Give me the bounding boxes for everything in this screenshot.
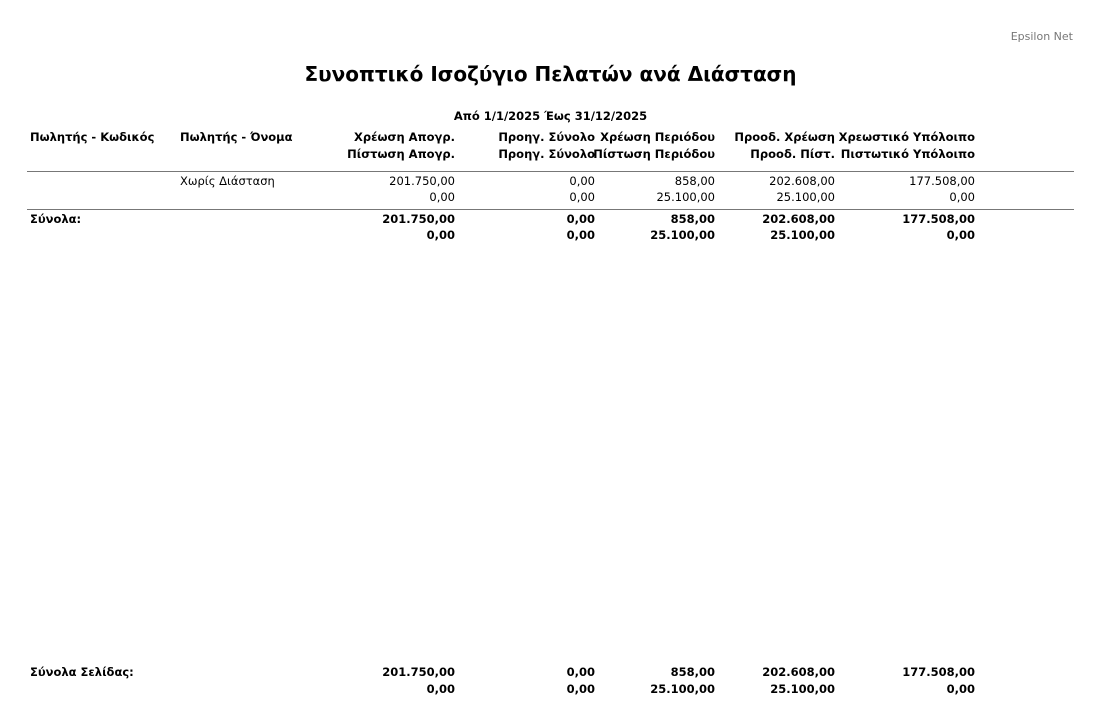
row-credit-2: 0,00: [569, 190, 595, 204]
page-totals-credit-4: 25.100,00: [770, 682, 835, 696]
report-period: Από 1/1/2025 Έως 31/12/2025: [453, 109, 648, 123]
page-totals-row: [0, 664, 1106, 681]
header-col1-top: Χρέωση Απογρ.: [354, 130, 455, 144]
row-credit-1: 0,00: [429, 190, 455, 204]
header-divider: [27, 171, 1074, 172]
row-credit-3: 25.100,00: [656, 190, 715, 204]
page-totals-label: Σύνολα Σελίδας:: [30, 665, 134, 679]
totals-label: Σύνολα:: [30, 212, 82, 226]
report-title: Συνοπτικό Ισοζύγιο Πελατών ανά Διάσταση: [304, 62, 797, 86]
page-totals-debit-1: 201.750,00: [382, 665, 455, 679]
row-name: Χωρίς Διάσταση: [180, 174, 275, 188]
table-row-credit: [0, 189, 1106, 206]
row-debit-1: 201.750,00: [389, 174, 455, 188]
totals-credit-3: 25.100,00: [650, 228, 715, 242]
header-col3-bottom: Πίστωση Περιόδου: [593, 147, 715, 161]
totals-credit-1: 0,00: [426, 228, 455, 242]
header-col5-bottom: Πιστωτικό Υπόλοιπο: [840, 147, 975, 161]
row-debit-3: 858,00: [674, 174, 715, 188]
row-debit-4: 202.608,00: [769, 174, 835, 188]
page-totals-debit-3: 858,00: [670, 665, 715, 679]
header-col1-bottom: Πίστωση Απογρ.: [347, 147, 455, 161]
header-col5-top: Χρεωστικό Υπόλοιπο: [838, 130, 975, 144]
totals-debit-3: 858,00: [670, 212, 715, 226]
totals-debit-5: 177.508,00: [902, 212, 975, 226]
totals-credit-5: 0,00: [946, 228, 975, 242]
page-totals-credit-3: 25.100,00: [650, 682, 715, 696]
page-totals-debit-4: 202.608,00: [762, 665, 835, 679]
header-row-top: [0, 129, 1106, 146]
header-row-bottom: [0, 146, 1106, 163]
totals-debit-1: 201.750,00: [382, 212, 455, 226]
totals-row: [0, 211, 1106, 228]
page-totals-credit-1: 0,00: [426, 682, 455, 696]
header-code: Πωλητής - Κωδικός: [30, 130, 155, 144]
page-totals-debit-2: 0,00: [566, 665, 595, 679]
page-totals-credit-2: 0,00: [566, 682, 595, 696]
header-col2-bottom: Προηγ. Σύνολο: [498, 147, 595, 161]
page-totals-debit-5: 177.508,00: [902, 665, 975, 679]
totals-credit-2: 0,00: [566, 228, 595, 242]
totals-debit-2: 0,00: [566, 212, 595, 226]
row-credit-4: 25.100,00: [776, 190, 835, 204]
totals-row-credit: [0, 227, 1106, 244]
header-name: Πωλητής - Όνομα: [180, 130, 293, 144]
row-debit-5: 177.508,00: [909, 174, 975, 188]
row-debit-2: 0,00: [569, 174, 595, 188]
totals-divider: [27, 209, 1074, 210]
totals-debit-4: 202.608,00: [762, 212, 835, 226]
header-col3-top: Χρέωση Περιόδου: [600, 130, 715, 144]
table-row: [0, 173, 1106, 190]
page-totals-credit-5: 0,00: [946, 682, 975, 696]
header-col2-top: Προηγ. Σύνολο: [498, 130, 595, 144]
row-credit-5: 0,00: [949, 190, 975, 204]
header-col4-bottom: Προοδ. Πίστ.: [750, 147, 835, 161]
brand-label: Epsilon Net: [1010, 30, 1073, 43]
page-totals-row-credit: [0, 681, 1106, 698]
totals-credit-4: 25.100,00: [770, 228, 835, 242]
header-col4-top: Προοδ. Χρέωση: [734, 130, 835, 144]
